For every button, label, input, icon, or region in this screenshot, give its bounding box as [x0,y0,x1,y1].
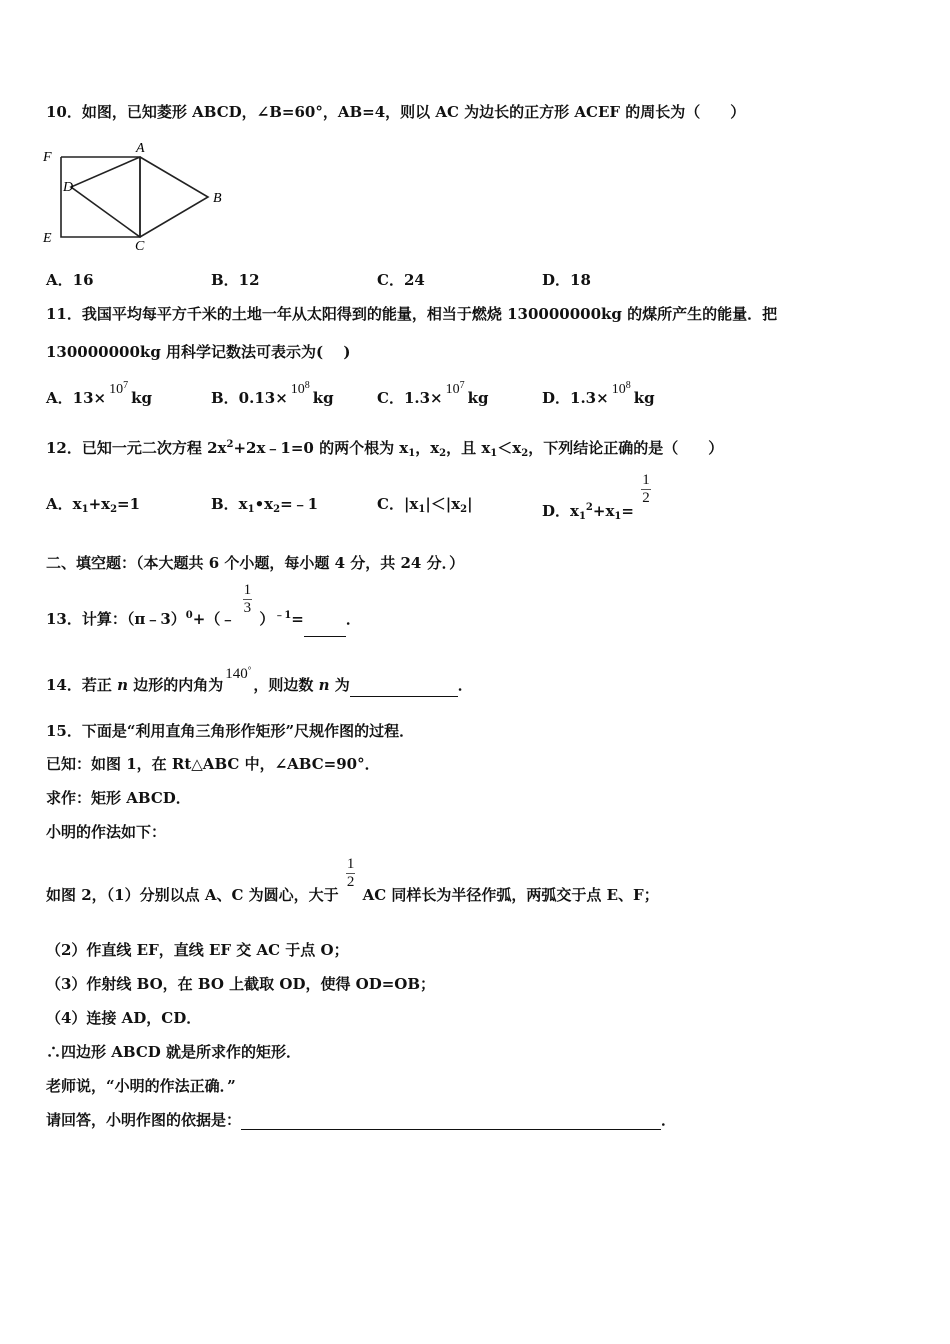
fraction-one-half-ac: $\frac{1}{2}$ [346,856,355,890]
q15-line8: （4）连接 AD，CD． [46,1009,202,1027]
q15-line4: 小明的作法如下： [46,823,167,841]
label-D: D [63,180,74,195]
q15-answer-blank[interactable] [241,1112,661,1130]
label-B: B [213,191,222,206]
q15-line2: 已知：如图 1，在 Rt△ABC 中，∠ABC=90°． [46,755,380,773]
q10-option-a: A．16 [46,271,94,289]
q13-text: 13．计算：（π﹣3）$^0$+（﹣ $\frac{1}{3}$ ）$^{﹣1}$= ． [46,582,361,617]
q10-option-d: D．18 [542,271,591,289]
fraction-one-half: $\frac{1}{2}$ [642,472,650,506]
q12-option-a: A．$x_1+x_2=1$ [46,495,141,515]
q11-line1: 11．我国平均每平方千米的土地一年从太阳得到的能量，相当于燃烧 130000000kg 的煤所产生的能量．把 [46,305,778,323]
fraction-one-third: $\frac{1}{3}$ [243,582,252,616]
label-E: E [43,231,52,246]
q11-option-b: B．$0.13\times 10^8kg$ [211,380,334,407]
q12-option-d: D．$x_1^2+x_1=$ $\frac{1}{2}$ [542,472,650,522]
rhombus-square-figure [40,140,230,255]
q15-line10: 老师说，“小明的作法正确．” [46,1077,236,1095]
section-fill-in-blank-heading: 二、填空题：（本大题共 6 个小题，每小题 4 分，共 24 分．） [46,554,465,572]
q11-option-a: A．$13\times 10^7kg$ [46,380,152,407]
q15-line11: 请回答，小明作图的依据是： ． [46,1111,677,1129]
q14-answer-blank[interactable] [350,679,458,697]
q10-text: 10．如图，已知菱形 ABCD，∠B=60°，AB=4，则以 AC 为边长的正方形 ACEF 的周长为（ ） [46,103,746,121]
q15-line6: （2）作直线 EF，直线 EF 交 AC 于点 O； [46,941,349,959]
q11-option-c: C．$1.3\times 10^7kg$ [377,380,489,407]
q10-option-b: B．12 [211,271,260,289]
q15-line5: 如图 2，（1）分别以点 A、C 为圆心，大于 $\frac{1}{2}$ AC 同样长为半径作弧，两弧交于点 E、F； [46,856,659,904]
q12-option-b: B．$x_1•x_2=﹣1$ [211,495,319,515]
q14-text: 14．若正 n 边形的内角为140°，则边数 n 为 ． [46,675,473,697]
q15-line1: 15．下面是“利用直角三角形作矩形”尺规作图的过程． [46,722,415,740]
q15-line3: 求作：矩形 ABCD． [46,789,191,807]
q15-line9: ∴四边形 ABCD 就是所求作的矩形． [46,1043,301,1061]
q10-option-c: C．24 [377,271,425,289]
q11-line2: 130000000kg 用科学记数法可表示为( ) [46,343,351,361]
q11-option-d: D．$1.3\times 10^8kg$ [542,380,655,407]
q13-answer-blank[interactable] [304,619,346,637]
q12-text: 12．已知一元二次方程 $2x^2+2x﹣1=0$ 的两个根为 $x_1$，$x_2$，且 $x_1<x_2$，下列结论正确的是（ ） [46,439,724,459]
q12-option-c: C．$|x_1|<|x_2|$ [377,495,473,515]
label-F: F [43,150,52,165]
q15-line7: （3）作射线 BO，在 BO 上截取 OD，使得 OD=OB； [46,975,436,993]
label-A: A [136,141,145,156]
label-C: C [135,239,145,254]
